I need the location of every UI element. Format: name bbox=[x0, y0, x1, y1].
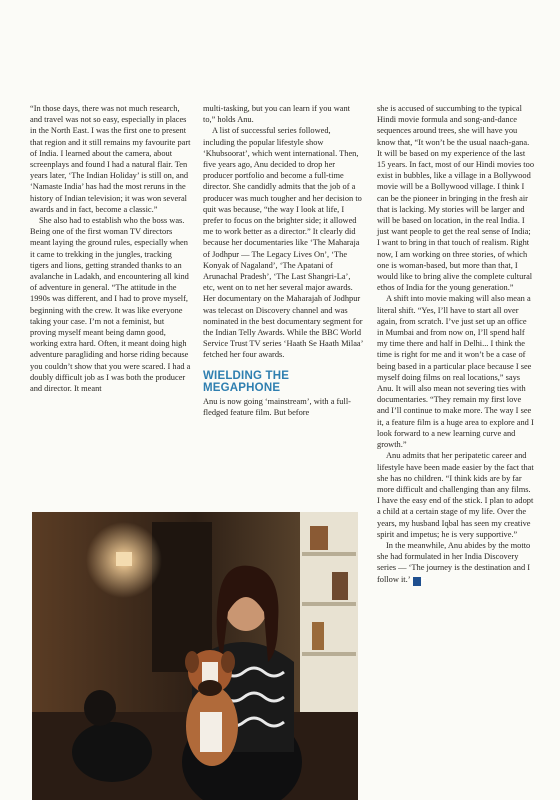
final-paragraph-text: In the meanwhile, Anu abides by the motto she had formulated in her India Discovery series — ‘The journey is the destination and I follow it.’ bbox=[377, 540, 531, 584]
lamp-shade bbox=[116, 552, 132, 566]
paragraph-last bbox=[377, 540, 535, 586]
paragraph: A list of successful series followed, including the popular lifestyle show ‘Khubsoorat’, which went international. Then, five years ago, Anu decided to drop her producer portfolio and become a full-time director. She candidly admits that the job of a producer was much tougher and her decision to quit was because, “the way I look at life, I prefer to focus on the brighter side; it allowed me to work better as a director.” It clearly did because her documentaries like ‘The Maharaja of Jodhpur — The Legacy Lives On’, ‘The Konyak of Nagaland’, ‘The Apatani of Arunachal Pradesh’, ‘The Last Shangri-La’, etc, went on to net her several major awards. Her documentary on the Maharajah of Jodhpur was telecast on Discovery channel and was nominated in the best documentary segment for the Indian Telly Awards. While the BBC World Service Trust TV series ‘Haath Se Haath Milaa’ fetched her four awards. bbox=[203, 126, 363, 360]
paragraph: She also had to establish who the boss was. Being one of the first woman TV directors meant laying the ground rules, especially when it came to trekking in the jungles, tracking tigers and lions, getting stranded thanks to an avalanche in Ladakh, and encountering all kind of adventure in general. “The attitude in the 1990s was different, and I had to prove myself, beginning with the crew. It was like everyone taking your case. I’m not a feminist, but proving myself meant being damn good, working extra hard. Often, it meant doing high adventure paragliding and horse riding because you couldn’t show that you were scared. I had a doubly difficult job as I was both the producer and director. It meant bbox=[30, 216, 191, 394]
paragraph: multi-tasking, but you can learn if you want to,” holds Anu. bbox=[203, 104, 350, 125]
paragraph: she is accused of succumbing to the typical Hindi movie formula and song-and-dance sequences around trees, she will have you know that, “It won’t be the usual naach-gana. It will be based on my experience of the last 15 years. In fact, most of our Hindi movies too exist in bubbles, like a village in a Bollywood movie will be a Bollywood village. I think I can be the pioneer in bringing in the fresh air that is lacking. My stories will be larger and will be based on location, in the real India. I just want people to get the real sense of India; I want to bring in that touch of realism. Right now, I am working on three stories, of which one is woman-based, but more than that, I would like to bring alive the complete cultural ethos of India for the young generation.” bbox=[377, 104, 535, 293]
section-heading-line-2: MEGAPHONE bbox=[203, 381, 281, 394]
paragraph: Anu is now going ‘mainstream’, with a full-fledged feature film. But before bbox=[203, 396, 351, 417]
column-3 bbox=[377, 103, 535, 586]
doorway bbox=[152, 522, 212, 672]
photo-illustration bbox=[32, 512, 358, 800]
paragraph: Anu admits that her peripatetic career and lifestyle have been made easier by the fact that she has no children. “I think kids are by far more difficult and challenging than any films. I have the easy end of the stick. I plan to adopt a child at a certain stage of my life. Over the years, my husband Iqbal has seen my creative spirit and impetus; he is very supportive.” bbox=[377, 451, 534, 539]
section-heading bbox=[203, 370, 363, 394]
black-dog bbox=[72, 722, 152, 782]
section-heading-line-1: WIELDING THE bbox=[203, 369, 290, 382]
portrait-photo bbox=[32, 512, 358, 800]
paragraph: “In those days, there was not much research, and travel was not so easy, especially in places in the North East. I was the first one to present that region and it still remains my favourite part of India. I learned about the camera, about screenplays and found I had a natural flair. Ten years later, ‘The Indian Holiday’ is still on, and ‘Namaste India’ has had the most reruns in the history of Indian television; it was won several awards and in fact, become a classic.” bbox=[30, 104, 191, 214]
column-1 bbox=[30, 103, 192, 394]
column-2 bbox=[203, 103, 363, 418]
paragraph: A shift into movie making will also mean a literal shift. “Yes, I’ll have to start all over again, from scratch. I’ve just set up an office in Mumbai and from now on, I’ll spend half my time there and half in Delhi... I think the time is right for me and it won’t be a case of being based in a particular place because I see myself doing films on real locations,” says Anu. It will also mean not severing ties with documentaries. “They remain my first love and I’ll continue to make more. The way I see it, a feature film is a huge area to explore and I look forward to a new learning curve and growth.” bbox=[377, 294, 534, 450]
end-mark-icon: F bbox=[413, 577, 421, 586]
